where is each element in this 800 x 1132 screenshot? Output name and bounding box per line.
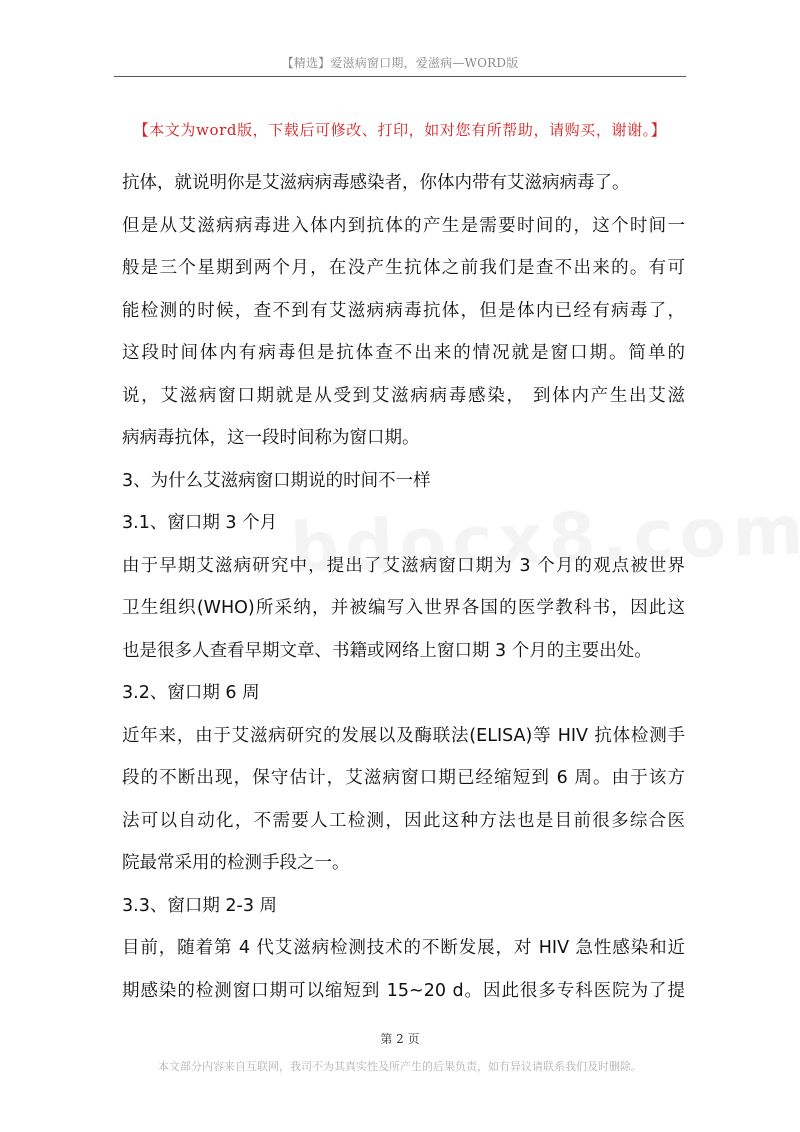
body-line: 法可以自动化，不需要人工检测，因此这种方法也是目前很多综合医	[122, 810, 685, 831]
header-divider	[114, 76, 686, 77]
page-header: 【精选】爱滋病窗口期，爱滋病—WORD版	[281, 56, 519, 70]
body-line: 说，艾滋病窗口期就是从受到艾滋病病毒感染， 到体内产生出艾滋	[122, 385, 685, 406]
body-line: 般是三个星期到两个月，在没产生抗体之前我们是查不出来的。有可	[122, 258, 685, 278]
footer-disclaimer: 本文部分内容来自互联网，我司不为其真实性及所产生的后果负责，如有异议请联系我们及时删除。	[158, 1060, 642, 1073]
body-line: 由于早期艾滋病研究中，提出了艾滋病窗口期为 3 个月的观点被世界	[122, 555, 685, 576]
body-line: 病病毒抗体，这一段时间称为窗口期。	[122, 428, 420, 448]
body-line: 能检测的时候，查不到有艾滋病病毒抗体，但是体内已经有病毒了，	[122, 300, 685, 321]
body-line: 这段时间体内有病毒但是抗体查不出来的情况就是窗口期。简单的	[122, 343, 685, 363]
body-line: 卫生组织(WHO)所采纳，并被编写入世界各国的医学教科书，因此这	[122, 598, 685, 618]
body-line: 目前，随着第 4 代艾滋病检测技术的不断发展，对 HIV 急性感染和近	[122, 938, 685, 958]
body-line: 抗体，就说明你是艾滋病病毒感染者，你体内带有艾滋病病毒了。	[122, 173, 630, 193]
document-body	[122, 162, 685, 1012]
body-line: 也是很多人查看早期文章、书籍或网络上窗口期 3 个月的主要出处。	[122, 640, 652, 661]
section-heading: 3、为什么艾滋病窗口期说的时间不一样	[122, 470, 431, 491]
page-number: 第 2 页	[380, 1032, 420, 1046]
download-notice: 【本文为word版，下载后可修改、打印，如对您有所帮助，请购买，谢谢。】	[133, 121, 667, 139]
body-line: 院最常采用的检测手段之一。	[122, 853, 350, 873]
subsection-heading: 3.3、窗口期 2-3 周	[122, 895, 278, 916]
body-line: 段的不断出现，保守估计，艾滋病窗口期已经缩短到 6 周。由于该方	[122, 768, 685, 788]
subsection-heading: 3.2、窗口期 6 周	[122, 683, 260, 703]
body-line: 但是从艾滋病病毒进入体内到抗体的产生是需要时间的，这个时间一	[122, 215, 685, 236]
subsection-heading: 3.1、窗口期 3 个月	[122, 513, 278, 533]
body-line: 期感染的检测窗口期可以缩短到 15~20 d。因此很多专科医院为了提	[122, 980, 685, 1001]
body-line: 近年来，由于艾滋病研究的发展以及酶联法(ELISA)等 HIV 抗体检测手	[122, 725, 685, 746]
